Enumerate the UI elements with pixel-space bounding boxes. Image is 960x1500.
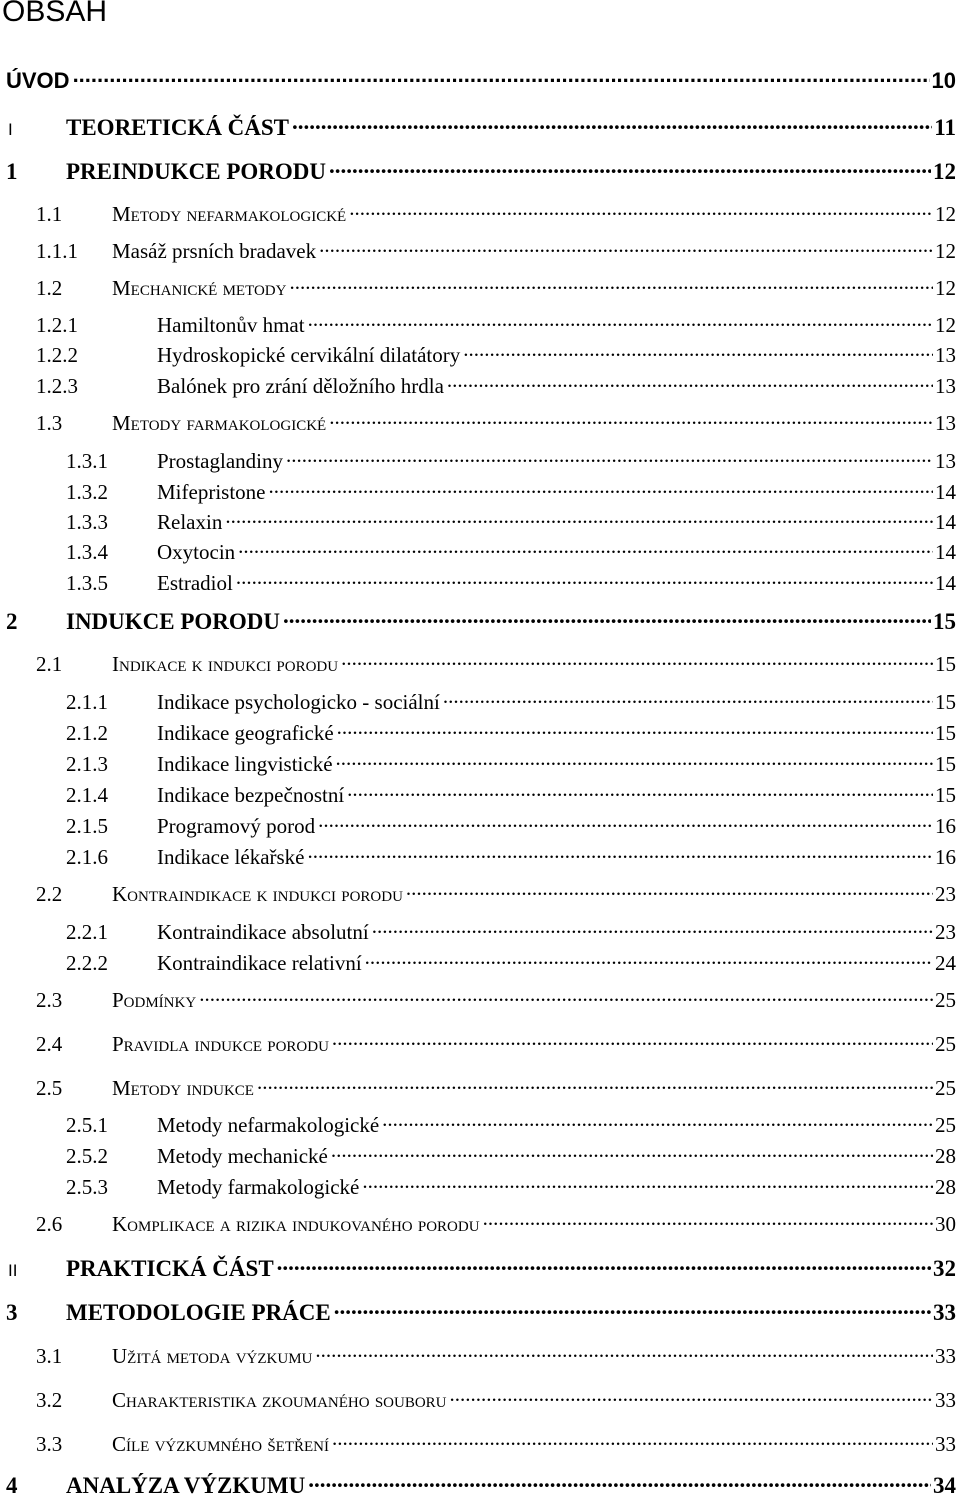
toc-entry[interactable] (0, 1030, 960, 1060)
toc-entry-page: 12 (935, 202, 956, 226)
toc-leader-dots (483, 1210, 933, 1231)
toc-entry-page: 33 (933, 1300, 956, 1325)
toc-entry-number: 2.1.3 (66, 752, 108, 776)
toc-leader-dots (73, 66, 930, 88)
toc-entry[interactable] (0, 719, 960, 749)
toc-leader-dots (257, 1074, 933, 1095)
toc-entry[interactable] (0, 1297, 960, 1327)
toc-leader-dots (292, 112, 932, 135)
toc-entry-number: 2.2 (36, 882, 63, 906)
toc-leader-dots (362, 1173, 933, 1194)
toc-entry-number: 2.4 (36, 1032, 63, 1056)
toc-leader-dots (329, 409, 933, 430)
toc-entry-number: 3.3 (36, 1432, 63, 1456)
toc-entry-number: 3.2 (36, 1388, 63, 1412)
toc-entry-number: 1.3.3 (66, 510, 108, 534)
toc-leader-dots (286, 447, 933, 468)
toc-entry-number: 2.6 (36, 1212, 63, 1236)
toc-leader-dots (283, 606, 931, 629)
toc-entry-number: 1.3 (36, 411, 63, 435)
toc-entry-page: 33 (935, 1344, 956, 1368)
toc-entry-number: 3.1 (36, 1344, 63, 1368)
toc-entry-label: Indikace psychologicko - sociální (157, 690, 440, 714)
toc-entry[interactable] (0, 812, 960, 842)
toc-entry-label: ANALÝZA VÝZKUMU (66, 1473, 306, 1498)
toc-entry-page: 10 (931, 68, 956, 93)
toc-entry-label: Metody farmakologické (157, 1175, 360, 1199)
toc-entry-page: 25 (935, 1032, 956, 1056)
toc-entry[interactable] (0, 447, 960, 477)
toc-entry-page: 25 (935, 1113, 956, 1137)
toc-entry-number: 2.1 (36, 652, 63, 676)
toc-entry[interactable] (0, 650, 960, 680)
toc-entry-number: 1.2.1 (36, 313, 78, 337)
toc-entry-label: Indikace geografické (157, 721, 334, 745)
toc-entry[interactable] (0, 1074, 960, 1104)
toc-entry-label: Kontraindikace absolutní (157, 920, 369, 944)
toc-entry-label: Hamiltonův hmat (157, 313, 305, 337)
toc-entry-page: 15 (935, 783, 956, 807)
toc-entry[interactable] (0, 237, 960, 267)
toc-entry-number: 3 (6, 1300, 18, 1325)
toc-leader-dots (336, 750, 933, 771)
toc-entry-number: 2.1.6 (66, 845, 108, 869)
toc-leader-dots (382, 1111, 933, 1132)
toc-entry[interactable] (0, 750, 960, 780)
toc-entry-number: 2.2.1 (66, 920, 108, 944)
toc-entry-label: Relaxin (157, 510, 223, 534)
toc-entry-label: Metody nefarmakologické (112, 202, 347, 226)
toc-entry[interactable] (0, 1210, 960, 1240)
toc-entry-label: INDUKCE PORODU (66, 609, 281, 634)
toc-leader-dots (238, 538, 933, 559)
toc-entry-page: 14 (935, 540, 956, 564)
toc-entry-label: Kontraindikace relativní (157, 951, 362, 975)
toc-entry-label: Užitá metoda výzkumu (112, 1344, 313, 1368)
toc-entry-label: Metody mechanické (157, 1144, 328, 1168)
toc-entry[interactable] (0, 1430, 960, 1460)
toc-entry-page: 34 (933, 1473, 956, 1498)
toc-entry[interactable] (0, 1111, 960, 1141)
toc-entry[interactable] (0, 538, 960, 568)
toc-entry-number: 1 (6, 159, 18, 184)
toc-entry-page: 28 (935, 1144, 956, 1168)
toc-leader-dots (308, 311, 933, 332)
toc-entry-label: Oxytocin (157, 540, 236, 564)
toc-leader-dots (450, 1386, 933, 1407)
toc-entry-page: 24 (935, 951, 956, 975)
toc-entry[interactable] (0, 606, 960, 636)
toc-entry-label: Charakteristika zkoumaného souboru (112, 1388, 447, 1412)
toc-entry-label: Metody farmakologické (112, 411, 327, 435)
toc-entry-page: 12 (935, 239, 956, 263)
toc-entry-number: 2.1.5 (66, 814, 108, 838)
toc-leader-dots (447, 372, 933, 393)
toc-entry-page: 33 (935, 1388, 956, 1412)
toc-leader-dots (236, 569, 933, 590)
toc-entry-number: 2.1.1 (66, 690, 108, 714)
toc-entry-page: 16 (935, 845, 956, 869)
toc-entry[interactable] (0, 949, 960, 979)
toc-entry-number: 1.3.2 (66, 480, 108, 504)
toc-entry-label: Pravidla indukce porodu (112, 1032, 329, 1056)
toc-entry[interactable] (0, 274, 960, 304)
toc-entry-page: 11 (934, 115, 956, 140)
toc-entry-page: 15 (935, 721, 956, 745)
toc-leader-dots (318, 812, 933, 833)
toc-entry[interactable] (0, 688, 960, 718)
toc-entry-label: Mechanické metody (112, 276, 287, 300)
toc-entry-page: 15 (935, 652, 956, 676)
toc-entry-label: ÚVOD (6, 68, 70, 93)
toc-entry-page: 32 (933, 1256, 956, 1281)
toc-entry-page: 12 (933, 159, 956, 184)
toc-entry-page: 23 (935, 920, 956, 944)
toc-leader-dots (347, 781, 933, 802)
toc-entry[interactable] (0, 918, 960, 948)
toc-entry[interactable] (0, 986, 960, 1016)
toc-entry-number: II (8, 1261, 18, 1280)
toc-entry[interactable] (0, 843, 960, 873)
toc-entry-label: Metody nefarmakologické (157, 1113, 380, 1137)
toc-entry-number: 1.2.2 (36, 343, 78, 367)
toc-entry-label: PREINDUKCE PORODU (66, 159, 327, 184)
toc-leader-dots (365, 949, 933, 970)
toc-entry-number: 1.2 (36, 276, 63, 300)
toc-leader-dots (289, 274, 933, 295)
toc-entry-page: 15 (935, 752, 956, 776)
toc-entry[interactable] (0, 156, 960, 186)
toc-entry-page: 28 (935, 1175, 956, 1199)
toc-entry-page: 14 (935, 510, 956, 534)
toc-entry-label: Mifepristone (157, 480, 266, 504)
toc-entry[interactable] (0, 200, 960, 230)
toc-leader-dots (319, 237, 933, 258)
toc-entry-page: 12 (935, 313, 956, 337)
toc-entry-page: 15 (935, 690, 956, 714)
toc-entry-page: 16 (935, 814, 956, 838)
toc-entry[interactable] (0, 311, 960, 341)
toc-entry-page: 12 (935, 276, 956, 300)
toc-entry-page: 14 (935, 480, 956, 504)
toc-leader-dots (463, 341, 933, 362)
toc-entry-page: 25 (935, 988, 956, 1012)
toc-entry-number: 2.1.4 (66, 783, 108, 807)
toc-entry-page: 30 (935, 1212, 956, 1236)
toc-entry-page: 25 (935, 1076, 956, 1100)
toc-entry-number: 2 (6, 609, 18, 634)
page-title: OBSAH (2, 0, 108, 28)
toc-leader-dots (277, 1253, 931, 1276)
toc-entry-label: METODOLOGIE PRÁCE (66, 1300, 331, 1325)
toc-leader-dots (443, 688, 933, 709)
toc-entry-number: 1.3.1 (66, 449, 108, 473)
toc-entry[interactable] (0, 66, 960, 96)
toc-entry-label: Balónek pro zrání děložního hrdla (157, 374, 444, 398)
toc-leader-dots (332, 1430, 933, 1451)
toc-entry-label: Indikace lingvistické (157, 752, 333, 776)
toc-entry[interactable] (0, 372, 960, 402)
toc-entry-label: Podmínky (112, 988, 197, 1012)
toc-entry-number: 2.5 (36, 1076, 63, 1100)
toc-entry-number: 2.1.2 (66, 721, 108, 745)
toc-entry-number: 2.5.1 (66, 1113, 108, 1137)
toc-entry-number: 1.1.1 (36, 239, 78, 263)
toc-entry-number: 1.2.3 (36, 374, 78, 398)
toc-entry-label: Prostaglandiny (157, 449, 283, 473)
toc-entry-label: Komplikace a rizika indukovaného porodu (112, 1212, 480, 1236)
toc-entry-number: 4 (6, 1473, 18, 1498)
toc-entry-label: Indikace lékařské (157, 845, 305, 869)
toc-leader-dots (341, 650, 933, 671)
toc-entry-page: 13 (935, 343, 956, 367)
toc-entry-label: Estradiol (157, 571, 233, 595)
toc-leader-dots (199, 986, 933, 1007)
toc-entry[interactable] (0, 341, 960, 371)
toc-entry-label: Cíle výzkumného šetření (112, 1432, 329, 1456)
toc-entry[interactable] (0, 1173, 960, 1203)
toc-entry-page: 15 (933, 609, 956, 634)
toc-entry-label: Indikace k indukci porodu (112, 652, 339, 676)
toc-entry[interactable] (0, 1253, 960, 1283)
toc-leader-dots (308, 843, 933, 864)
toc-leader-dots (334, 1297, 931, 1320)
toc-entry-number: I (8, 120, 13, 139)
toc-entry[interactable] (0, 781, 960, 811)
toc-leader-dots (332, 1030, 933, 1051)
toc-entry-label: Hydroskopické cervikální dilatátory (157, 343, 461, 367)
toc-entry[interactable] (0, 1470, 960, 1500)
toc-entry[interactable] (0, 478, 960, 508)
toc-leader-dots (372, 918, 933, 939)
toc-entry-label: TEORETICKÁ ČÁST (66, 115, 290, 140)
toc-entry-page: 13 (935, 411, 956, 435)
toc-entry-page: 14 (935, 571, 956, 595)
toc-entry-number: 2.5.2 (66, 1144, 108, 1168)
toc-leader-dots (349, 200, 933, 221)
toc-entry-page: 13 (935, 374, 956, 398)
toc-leader-dots (315, 1342, 933, 1363)
toc-entry-page: 13 (935, 449, 956, 473)
toc-entry[interactable] (0, 1142, 960, 1172)
toc-entry-label: Metody indukce (112, 1076, 254, 1100)
toc-entry[interactable] (0, 112, 960, 142)
toc-entry-label: Masáž prsních bradavek (112, 239, 317, 263)
toc-entry-label: PRAKTICKÁ ČÁST (66, 1256, 274, 1281)
toc-entry-number: 1.3.4 (66, 540, 108, 564)
toc-entry-number: 2.5.3 (66, 1175, 108, 1199)
toc-entry-number: 2.2.2 (66, 951, 108, 975)
toc-entry[interactable] (0, 409, 960, 439)
toc-entry[interactable] (0, 880, 960, 910)
toc-leader-dots (337, 719, 933, 740)
toc-entry-number: 2.3 (36, 988, 63, 1012)
toc-entry-page: 23 (935, 882, 956, 906)
toc-entry-label: Programový porod (157, 814, 316, 838)
toc-leader-dots (329, 156, 931, 179)
toc-leader-dots (406, 880, 933, 901)
toc-entry-label: Kontraindikace k indukci porodu (112, 882, 403, 906)
toc-leader-dots (268, 478, 933, 499)
toc-entry-number: 1.1 (36, 202, 63, 226)
toc-entry-number: 1.3.5 (66, 571, 108, 595)
toc-entry[interactable] (0, 569, 960, 599)
toc-entry-page: 33 (935, 1432, 956, 1456)
toc-entry[interactable] (0, 1342, 960, 1372)
toc-leader-dots (225, 508, 933, 529)
toc-leader-dots (331, 1142, 933, 1163)
toc-leader-dots (308, 1470, 931, 1493)
toc-entry[interactable] (0, 1386, 960, 1416)
toc-entry[interactable] (0, 508, 960, 538)
toc-entry-label: Indikace bezpečnostní (157, 783, 345, 807)
